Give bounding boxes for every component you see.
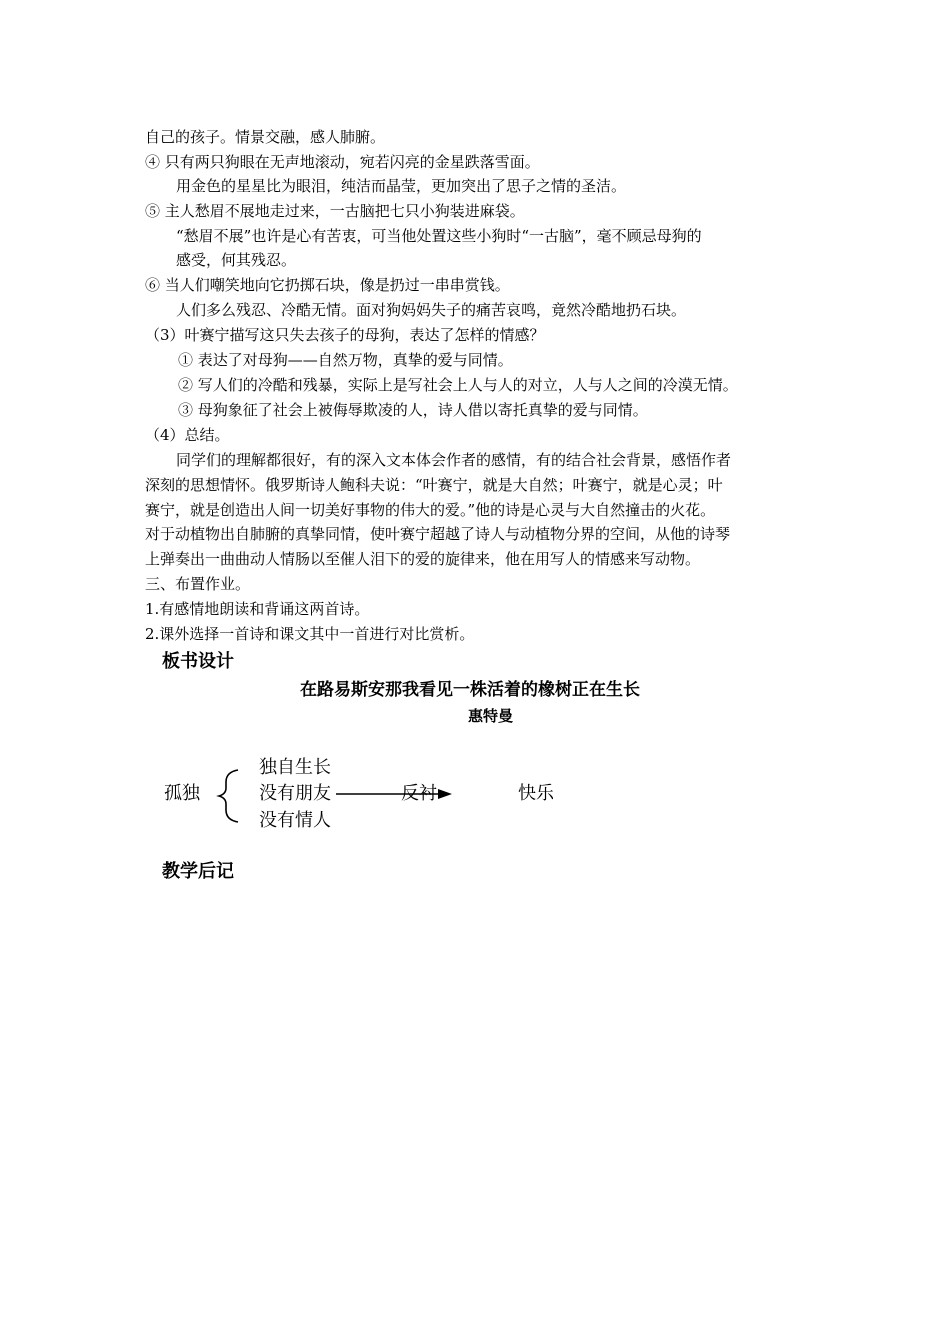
body-line: 三、布置作业。 xyxy=(145,575,251,593)
body-line: 对于动植物出自肺腑的真挚同情，使叶赛宁超越了诗人与动植物分界的空间，从他的诗琴 xyxy=(145,525,731,543)
body-line: “愁眉不展”也许是心有苦衷，可当他处置这些小狗时“一古脑”，毫不顾忌母狗的 xyxy=(176,227,702,245)
board-branch-item: 没有朋友 xyxy=(259,783,331,804)
board-author: 惠特曼 xyxy=(468,707,514,725)
body-line: （3）叶赛宁描写这只失去孩子的母狗，表达了怎样的情感？ xyxy=(145,326,545,344)
body-line: 自己的孩子。情景交融，感人肺腑。 xyxy=(145,128,386,146)
board-branch-item: 独自生长 xyxy=(259,757,331,778)
body-line: 深刻的思想情怀。俄罗斯诗人鲍科夫说：“叶赛宁，就是大自然；叶赛宁，就是心灵；叶 xyxy=(145,476,723,494)
body-line: ① 表达了对母狗——自然万物，真挚的爱与同情。 xyxy=(178,351,513,369)
brace-icon xyxy=(219,770,238,822)
body-line: ⑥ 当人们嘲笑地向它扔掷石块，像是扔过一串串赏钱。 xyxy=(145,276,510,294)
board-title: 在路易斯安那我看见一株活着的橡树正在生长 xyxy=(300,680,640,700)
board-left-word: 孤独 xyxy=(164,783,200,804)
body-line: ⑤ 主人愁眉不展地走过来，一古脑把七只小狗装进麻袋。 xyxy=(145,202,525,220)
body-line: ② 写人们的冷酷和残暴，实际上是写社会上人与人的对立，人与人之间的冷漠无情。 xyxy=(178,376,738,394)
body-line: 2.课外选择一首诗和课文其中一首进行对比赏析。 xyxy=(145,625,475,643)
board-right-word: 快乐 xyxy=(518,783,554,804)
arrow-head-icon xyxy=(438,789,452,799)
body-line: ③ 母狗象征了社会上被侮辱欺凌的人，诗人借以寄托真挚的爱与同情。 xyxy=(178,401,648,419)
body-line: （4）总结。 xyxy=(145,426,230,444)
body-line: 1.有感情地朗读和背诵这两首诗。 xyxy=(145,600,370,618)
board-arrow-label: 反衬 xyxy=(401,783,437,804)
body-line: 上弹奏出一曲曲动人情肠以至催人泪下的爱的旋律来，他在用写人的情感来写动物。 xyxy=(145,550,701,568)
body-line: 同学们的理解都很好，有的深入文本体会作者的感情，有的结合社会背景，感悟作者 xyxy=(176,451,732,469)
board-design-heading: 板书设计 xyxy=(162,651,234,672)
body-line: 赛宁，就是创造出人间一切美好事物的伟大的爱。”他的诗是心灵与大自然撞击的火花。 xyxy=(145,501,716,519)
body-line: 人们多么残忍、冷酷无情。面对狗妈妈失子的痛苦哀鸣，竟然冷酷地扔石块。 xyxy=(176,301,687,319)
body-line: 用金色的星星比为眼泪，纯洁而晶莹，更加突出了思子之情的圣洁。 xyxy=(176,177,627,195)
afterword-heading: 教学后记 xyxy=(162,861,234,882)
board-branch-item: 没有情人 xyxy=(259,810,331,831)
body-line: 感受，何其残忍。 xyxy=(176,251,297,269)
body-line: ④ 只有两只狗眼在无声地滚动，宛若闪亮的金星跌落雪面。 xyxy=(145,153,540,171)
